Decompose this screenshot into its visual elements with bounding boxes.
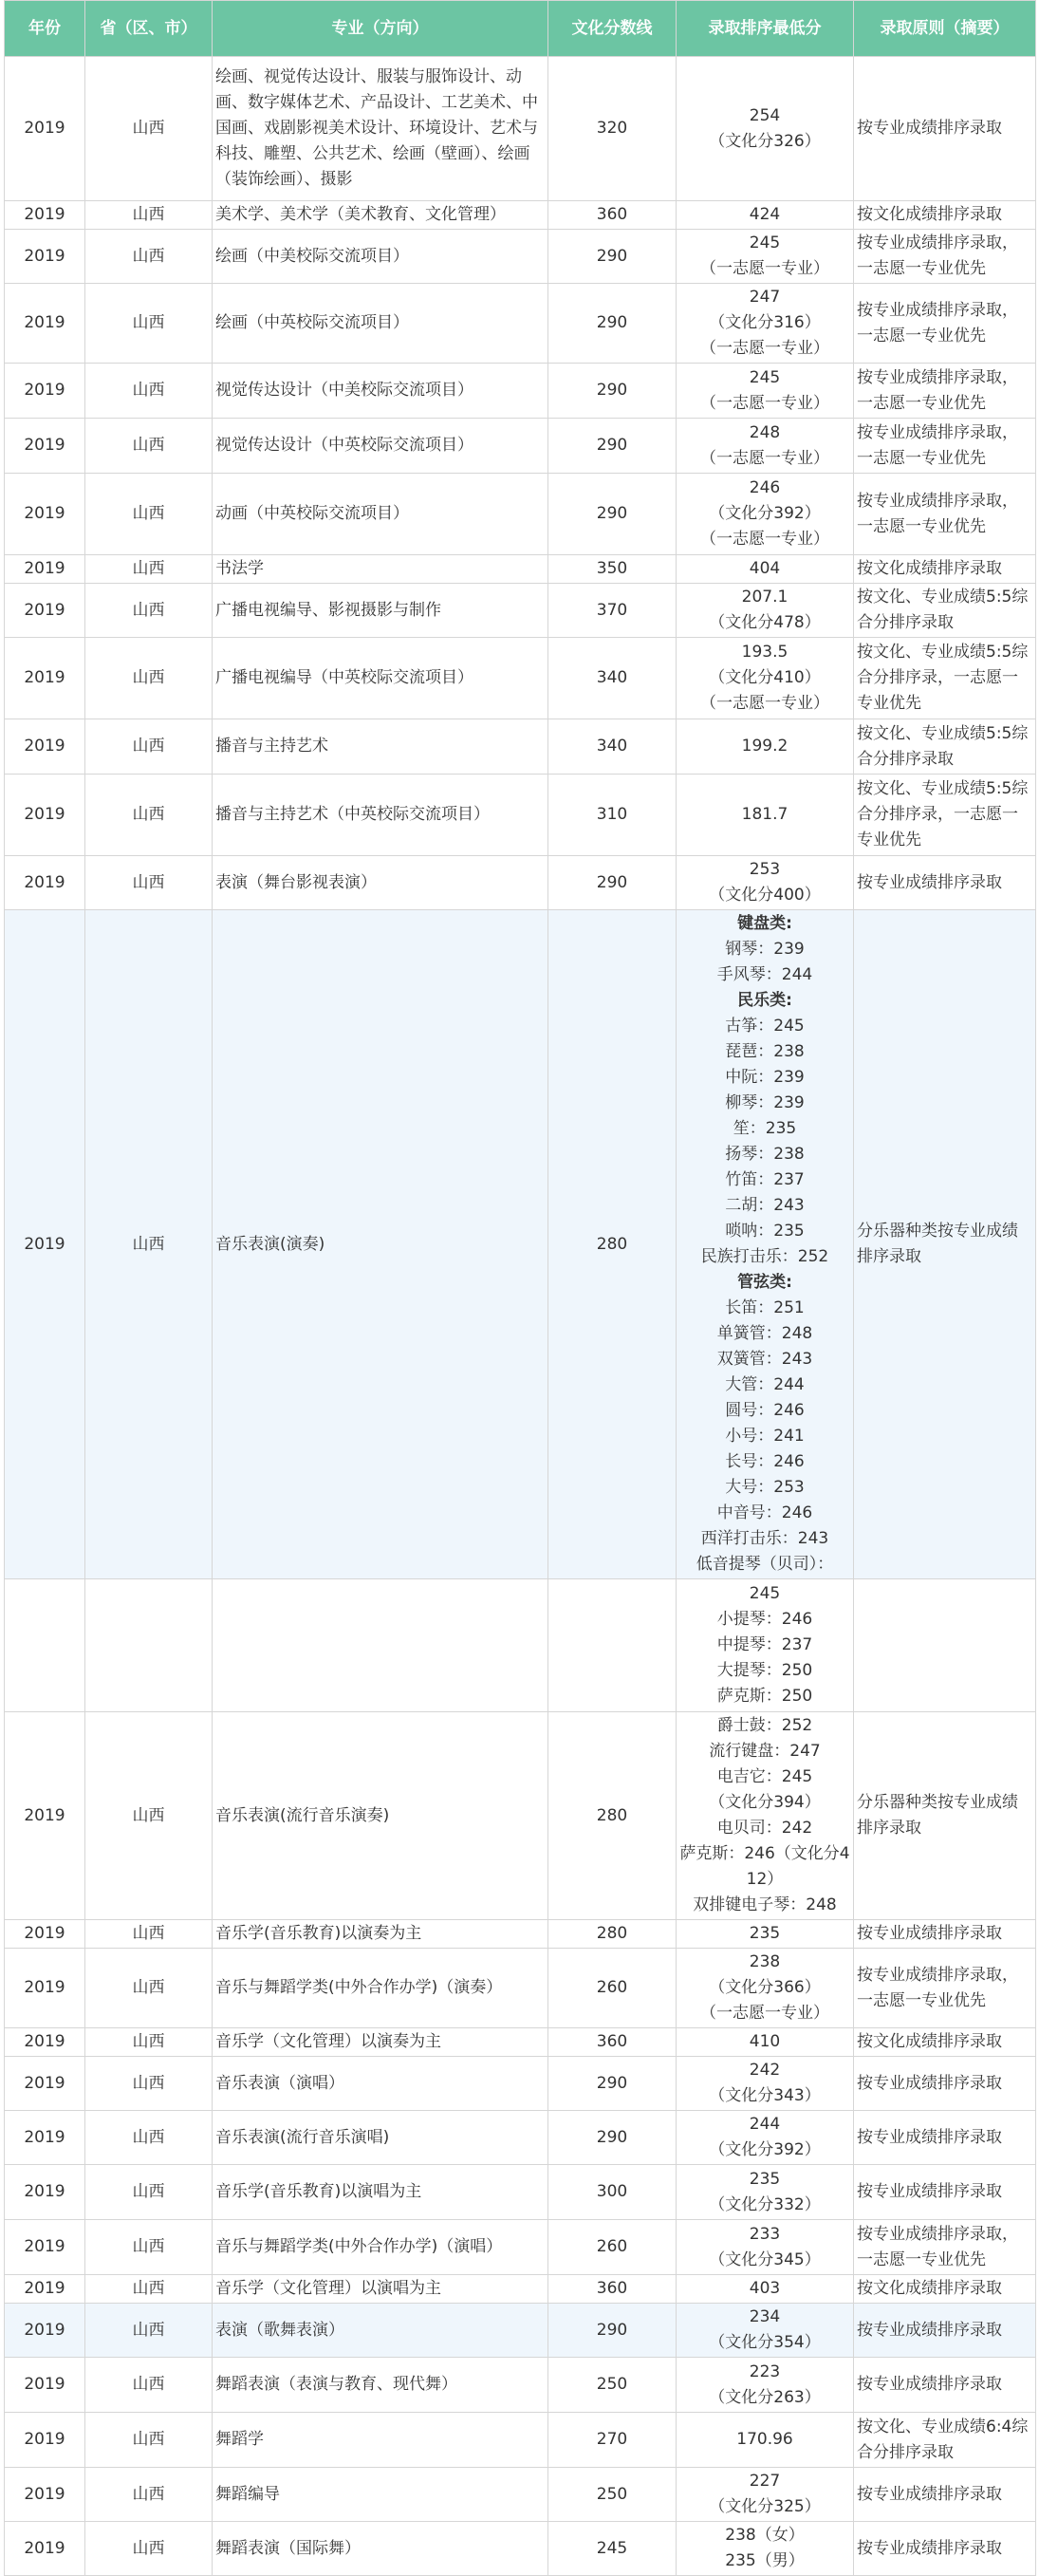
- min-score-cell: [677, 57, 854, 201]
- score-line: （文化分392）: [709, 2140, 821, 2159]
- cutoff-cell: 290: [548, 419, 677, 474]
- score-line: 170.96: [736, 2430, 793, 2449]
- year-cell: 2019: [5, 201, 85, 230]
- major-cell: 书法学: [213, 555, 548, 584]
- cutoff-cell: 245: [548, 2522, 677, 2576]
- table-row: [5, 555, 1036, 584]
- score-line: 大管：244: [725, 1375, 805, 1394]
- min-score-cell: [677, 2275, 854, 2304]
- rule-cell: 按文化、专业成绩5:5综合分排序录取: [854, 584, 1036, 638]
- min-score-cell: [677, 856, 854, 910]
- province-cell: 山西: [85, 856, 213, 910]
- rule-cell: [854, 1579, 1036, 1712]
- major-cell: 表演（舞台影视表演）: [213, 856, 548, 910]
- score-line: （文化分263）: [709, 2387, 821, 2407]
- score-line: 223: [749, 2361, 781, 2381]
- score-line: （文化分343）: [709, 2086, 821, 2105]
- score-line: 247: [749, 288, 781, 307]
- table-row: [5, 419, 1036, 474]
- score-line: 西洋打击乐：243: [700, 1529, 829, 1548]
- cutoff-cell: 310: [548, 775, 677, 856]
- min-score-cell: [677, 2111, 854, 2165]
- province-cell: 山西: [85, 910, 213, 1579]
- table-row: [5, 1712, 1036, 1920]
- score-line: （一志愿一专业）: [700, 259, 829, 278]
- year-cell: 2019: [5, 2358, 85, 2413]
- rule-cell: 按文化成绩排序录取: [854, 2275, 1036, 2304]
- score-line: 爵士鼓：252: [716, 1716, 813, 1735]
- rule-cell: 按专业成绩排序录取: [854, 1920, 1036, 1949]
- score-line: 民乐类:: [737, 991, 792, 1010]
- min-score-cell: [677, 1579, 854, 1712]
- score-line: （文化分478）: [709, 613, 821, 632]
- table-row: [5, 2413, 1036, 2468]
- year-cell: 2019: [5, 856, 85, 910]
- cutoff-cell: 260: [548, 2220, 677, 2275]
- year-cell: 2019: [5, 1712, 85, 1920]
- score-line: 227: [749, 2472, 781, 2491]
- rule-cell: 按专业成绩排序录取，一志愿一专业优先: [854, 364, 1036, 419]
- cutoff-cell: 290: [548, 2111, 677, 2165]
- province-cell: 山西: [85, 1712, 213, 1920]
- col-major-header: 专业（方向）: [213, 1, 548, 57]
- score-line: 圆号：246: [725, 1401, 805, 1420]
- score-line: （一志愿一专业）: [700, 694, 829, 713]
- major-cell: 音乐表演(流行音乐演奏): [213, 1712, 548, 1920]
- year-cell: 2019: [5, 775, 85, 856]
- major-cell: 表演（歌舞表演）: [213, 2304, 548, 2358]
- year-cell: 2019: [5, 584, 85, 638]
- table-row: [5, 2220, 1036, 2275]
- province-cell: 山西: [85, 1949, 213, 2028]
- min-score-cell: [677, 1949, 854, 2028]
- score-line: 扬琴：238: [725, 1145, 805, 1164]
- score-line: 238: [749, 1952, 781, 1971]
- min-score-cell: [677, 284, 854, 364]
- year-cell: 2019: [5, 2057, 85, 2111]
- province-cell: 山西: [85, 2522, 213, 2576]
- cutoff-cell: 300: [548, 2165, 677, 2220]
- rule-cell: 按专业成绩排序录取: [854, 2468, 1036, 2522]
- table-row: [5, 57, 1036, 201]
- col-province-header: 省（区、市）: [85, 1, 213, 57]
- province-cell: 山西: [85, 2413, 213, 2468]
- year-cell: 2019: [5, 1920, 85, 1949]
- province-cell: 山西: [85, 2220, 213, 2275]
- rule-cell: 分乐器种类按专业成绩排序录取: [854, 910, 1036, 1579]
- min-score-cell: [677, 775, 854, 856]
- rule-cell: 按专业成绩排序录取: [854, 2165, 1036, 2220]
- year-cell: 2019: [5, 284, 85, 364]
- rule-cell: 按专业成绩排序录取，一志愿一专业优先: [854, 474, 1036, 555]
- rule-cell: 分乐器种类按专业成绩排序录取: [854, 1712, 1036, 1920]
- cutoff-cell: 250: [548, 2358, 677, 2413]
- major-cell: [213, 1579, 548, 1712]
- min-score-cell: [677, 474, 854, 555]
- year-cell: 2019: [5, 2165, 85, 2220]
- cutoff-cell: 340: [548, 719, 677, 775]
- score-line: 235: [749, 2169, 781, 2189]
- score-line: 琵琶：238: [725, 1042, 805, 1061]
- year-cell: 2019: [5, 910, 85, 1579]
- rule-cell: 按文化成绩排序录取: [854, 555, 1036, 584]
- major-cell: 视觉传达设计（中英校际交流项目）: [213, 419, 548, 474]
- province-cell: 山西: [85, 419, 213, 474]
- year-cell: 2019: [5, 638, 85, 719]
- year-cell: 2019: [5, 2111, 85, 2165]
- rule-cell: 按专业成绩排序录取，一志愿一专业优先: [854, 2220, 1036, 2275]
- min-score-cell: [677, 364, 854, 419]
- score-line: 长笛：251: [725, 1298, 805, 1317]
- score-line: 小提琴：246: [716, 1610, 813, 1629]
- cutoff-cell: 250: [548, 2468, 677, 2522]
- score-line: 424: [749, 205, 781, 224]
- score-line: 244: [749, 2115, 781, 2134]
- admission-table: [4, 0, 1036, 2576]
- province-cell: 山西: [85, 719, 213, 775]
- major-cell: 音乐表演（演唱）: [213, 2057, 548, 2111]
- min-score-cell: [677, 230, 854, 284]
- score-line: （文化分316）: [709, 313, 821, 332]
- table-row: [5, 1920, 1036, 1949]
- score-line: （文化分345）: [709, 2249, 821, 2269]
- score-line: 207.1: [741, 588, 789, 607]
- score-line: 246: [749, 478, 781, 497]
- col-min-score-header: 录取排序最低分: [677, 1, 854, 57]
- province-cell: 山西: [85, 555, 213, 584]
- province-cell: 山西: [85, 2468, 213, 2522]
- province-cell: 山西: [85, 364, 213, 419]
- major-cell: 播音与主持艺术: [213, 719, 548, 775]
- major-cell: 舞蹈编导: [213, 2468, 548, 2522]
- min-score-cell: [677, 2165, 854, 2220]
- table-row: [5, 1579, 1036, 1712]
- score-line: （文化分332）: [709, 2194, 821, 2214]
- major-cell: 音乐表演(流行音乐演唱): [213, 2111, 548, 2165]
- year-cell: 2019: [5, 555, 85, 584]
- score-line: 245: [749, 233, 781, 252]
- score-line: （一志愿一专业）: [700, 393, 829, 413]
- cutoff-cell: 280: [548, 1712, 677, 1920]
- score-line: 二胡：243: [725, 1196, 805, 1215]
- score-line: 233: [749, 2224, 781, 2244]
- year-cell: 2019: [5, 1949, 85, 2028]
- rule-cell: 按文化、专业成绩6:4综合分排序录取: [854, 2413, 1036, 2468]
- cutoff-cell: 360: [548, 2028, 677, 2057]
- province-cell: 山西: [85, 2358, 213, 2413]
- score-line: 竹笛：237: [725, 1170, 805, 1189]
- province-cell: 山西: [85, 584, 213, 638]
- score-line: （一志愿一专业）: [700, 448, 829, 468]
- year-cell: [5, 1579, 85, 1712]
- rule-cell: 按文化成绩排序录取: [854, 201, 1036, 230]
- major-cell: 美术学、美术学（美术教育、文化管理）: [213, 201, 548, 230]
- score-line: 管弦类:: [737, 1273, 792, 1292]
- table-row: [5, 474, 1036, 555]
- score-line: 流行键盘：247: [709, 1742, 821, 1761]
- min-score-cell: [677, 2468, 854, 2522]
- year-cell: 2019: [5, 2028, 85, 2057]
- year-cell: 2019: [5, 2468, 85, 2522]
- min-score-cell: [677, 910, 854, 1579]
- rule-cell: 按专业成绩排序录取: [854, 2522, 1036, 2576]
- table-row: [5, 2028, 1036, 2057]
- score-line: 234: [749, 2307, 781, 2326]
- major-cell: 广播电视编导（中英校际交流项目）: [213, 638, 548, 719]
- rule-cell: 按专业成绩排序录取: [854, 2304, 1036, 2358]
- cutoff-cell: 290: [548, 474, 677, 555]
- table-row: [5, 201, 1036, 230]
- province-cell: 山西: [85, 2028, 213, 2057]
- score-line: 199.2: [741, 737, 789, 756]
- score-line: 笙：235: [733, 1119, 797, 1138]
- major-cell: 舞蹈表演（表演与教育、现代舞）: [213, 2358, 548, 2413]
- province-cell: 山西: [85, 284, 213, 364]
- min-score-cell: [677, 2358, 854, 2413]
- rule-cell: 按文化、专业成绩5:5综合分排序录，一志愿一专业优先: [854, 638, 1036, 719]
- min-score-cell: [677, 555, 854, 584]
- major-cell: 音乐学(音乐教育)以演奏为主: [213, 1920, 548, 1949]
- min-score-cell: [677, 2220, 854, 2275]
- year-cell: 2019: [5, 419, 85, 474]
- major-cell: 广播电视编导、影视摄影与制作: [213, 584, 548, 638]
- score-line: （一志愿一专业）: [700, 339, 829, 358]
- province-cell: [85, 1579, 213, 1712]
- score-line: （一志愿一专业）: [700, 530, 829, 549]
- score-line: 245: [749, 1584, 781, 1603]
- year-cell: 2019: [5, 2522, 85, 2576]
- cutoff-cell: 340: [548, 638, 677, 719]
- score-line: （文化分410）: [709, 668, 821, 687]
- rule-cell: 按专业成绩排序录取: [854, 2111, 1036, 2165]
- rule-cell: 按专业成绩排序录取，一志愿一专业优先: [854, 284, 1036, 364]
- score-line: （文化分366）: [709, 1978, 821, 1997]
- score-line: 柳琴：239: [725, 1093, 805, 1112]
- cutoff-cell: [548, 1579, 677, 1712]
- score-line: （文化分392）: [709, 504, 821, 523]
- province-cell: 山西: [85, 775, 213, 856]
- table-row: [5, 230, 1036, 284]
- score-line: 中提琴：237: [716, 1635, 813, 1654]
- year-cell: 2019: [5, 2220, 85, 2275]
- cutoff-cell: 280: [548, 910, 677, 1579]
- score-line: 键盘类:: [737, 914, 792, 933]
- rule-cell: 按专业成绩排序录取: [854, 856, 1036, 910]
- province-cell: 山西: [85, 2057, 213, 2111]
- cutoff-cell: 290: [548, 284, 677, 364]
- score-line: 235（男）: [725, 2551, 805, 2570]
- col-year-header: 年份: [5, 1, 85, 57]
- table-row: [5, 2522, 1036, 2576]
- cutoff-cell: 290: [548, 856, 677, 910]
- year-cell: 2019: [5, 2304, 85, 2358]
- rule-cell: 按文化、专业成绩5:5综合分排序录取: [854, 719, 1036, 775]
- min-score-cell: [677, 2028, 854, 2057]
- year-cell: 2019: [5, 364, 85, 419]
- score-line: 单簧管：248: [716, 1324, 813, 1343]
- year-cell: 2019: [5, 2413, 85, 2468]
- cutoff-cell: 290: [548, 2057, 677, 2111]
- province-cell: 山西: [85, 57, 213, 201]
- score-line: 242: [749, 2061, 781, 2080]
- min-score-cell: [677, 1920, 854, 1949]
- score-line: 长号：246: [725, 1452, 805, 1471]
- score-line: （一志愿一专业）: [700, 2004, 829, 2023]
- major-cell: 音乐与舞蹈学类(中外合作办学)（演奏）: [213, 1949, 548, 2028]
- major-cell: 视觉传达设计（中美校际交流项目）: [213, 364, 548, 419]
- province-cell: 山西: [85, 2165, 213, 2220]
- table-row: [5, 2111, 1036, 2165]
- score-line: 中阮：239: [725, 1068, 805, 1087]
- cutoff-cell: 360: [548, 2275, 677, 2304]
- score-line: 大提琴：250: [716, 1661, 813, 1680]
- score-line: 双簧管：243: [716, 1350, 813, 1369]
- score-line: 410: [749, 2032, 781, 2051]
- score-line: （文化分400）: [709, 886, 821, 905]
- table-row: [5, 2358, 1036, 2413]
- score-line: 低音提琴（贝司）：: [696, 1555, 834, 1574]
- rule-cell: 按专业成绩排序录取: [854, 2358, 1036, 2413]
- major-cell: 舞蹈表演（国际舞）: [213, 2522, 548, 2576]
- score-line: 萨克斯：250: [716, 1687, 813, 1706]
- table-row: [5, 2468, 1036, 2522]
- table-row: [5, 584, 1036, 638]
- cutoff-cell: 270: [548, 2413, 677, 2468]
- cutoff-cell: 290: [548, 2304, 677, 2358]
- score-line: 181.7: [741, 805, 789, 824]
- table-row: [5, 364, 1036, 419]
- col-rule-header: 录取原则（摘要）: [854, 1, 1036, 57]
- year-cell: 2019: [5, 719, 85, 775]
- table-row: [5, 775, 1036, 856]
- year-cell: 2019: [5, 230, 85, 284]
- score-line: 民族打击乐：252: [700, 1247, 829, 1266]
- table-header: [5, 1, 1036, 57]
- major-cell: 音乐与舞蹈学类(中外合作办学)（演唱）: [213, 2220, 548, 2275]
- table-row: [5, 284, 1036, 364]
- cutoff-cell: 290: [548, 230, 677, 284]
- major-cell: 音乐学（文化管理）以演唱为主: [213, 2275, 548, 2304]
- major-cell: 绘画（中英校际交流项目）: [213, 284, 548, 364]
- score-line: 钢琴：239: [725, 940, 805, 959]
- min-score-cell: [677, 2304, 854, 2358]
- score-line: 193.5: [741, 643, 789, 662]
- cutoff-cell: 260: [548, 1949, 677, 2028]
- score-line: 电吉它：245: [716, 1767, 813, 1786]
- score-line: 手风琴：244: [716, 965, 813, 984]
- year-cell: 2019: [5, 57, 85, 201]
- province-cell: 山西: [85, 2111, 213, 2165]
- score-line: 404: [749, 559, 781, 578]
- score-line: 245: [749, 367, 781, 387]
- table-row: [5, 638, 1036, 719]
- score-line: 萨克斯：246（文化分412）: [679, 1844, 850, 1889]
- major-cell: 播音与主持艺术（中英校际交流项目）: [213, 775, 548, 856]
- min-score-cell: [677, 201, 854, 230]
- province-cell: 山西: [85, 230, 213, 284]
- rule-cell: 按专业成绩排序录取，一志愿一专业优先: [854, 419, 1036, 474]
- min-score-cell: [677, 2413, 854, 2468]
- major-cell: 音乐表演(演奏): [213, 910, 548, 1579]
- province-cell: 山西: [85, 2304, 213, 2358]
- score-line: （文化分325）: [709, 2497, 821, 2516]
- province-cell: 山西: [85, 638, 213, 719]
- score-line: 电贝司：242: [716, 1819, 813, 1838]
- min-score-cell: [677, 719, 854, 775]
- score-line: 大号：253: [725, 1478, 805, 1497]
- min-score-cell: [677, 2522, 854, 2576]
- rule-cell: 按专业成绩排序录取: [854, 2057, 1036, 2111]
- cutoff-cell: 290: [548, 364, 677, 419]
- score-line: （文化分326）: [709, 131, 821, 151]
- major-cell: 绘画、视觉传达设计、服装与服饰设计、动画、数字媒体艺术、产品设计、工艺美术、中国画、戏剧影视美术设计、环境设计、艺术与科技、雕塑、公共艺术、绘画（壁画）、绘画（装饰绘画）、摄影: [213, 57, 548, 201]
- rule-cell: 按文化成绩排序录取: [854, 2028, 1036, 2057]
- major-cell: 舞蹈学: [213, 2413, 548, 2468]
- score-line: 唢呐：235: [725, 1222, 805, 1241]
- col-cutoff-header: 文化分数线: [548, 1, 677, 57]
- table-row: [5, 2165, 1036, 2220]
- rule-cell: 按专业成绩排序录取，一志愿一专业优先: [854, 1949, 1036, 2028]
- score-line: 253: [749, 860, 781, 879]
- cutoff-cell: 370: [548, 584, 677, 638]
- major-cell: 音乐学(音乐教育)以演唱为主: [213, 2165, 548, 2220]
- table-row: [5, 2057, 1036, 2111]
- rule-cell: 按专业成绩排序录取，一志愿一专业优先: [854, 230, 1036, 284]
- table-row: [5, 2304, 1036, 2358]
- cutoff-cell: 360: [548, 201, 677, 230]
- province-cell: 山西: [85, 201, 213, 230]
- province-cell: 山西: [85, 2275, 213, 2304]
- cutoff-cell: 350: [548, 555, 677, 584]
- score-line: 古筝：245: [725, 1017, 805, 1036]
- table-row: [5, 910, 1036, 1579]
- table-body: [5, 57, 1036, 2576]
- min-score-cell: [677, 584, 854, 638]
- score-line: 235: [749, 1924, 781, 1943]
- rule-cell: 按专业成绩排序录取: [854, 57, 1036, 201]
- score-line: 中音号：246: [716, 1503, 813, 1522]
- header-row: [5, 1, 1036, 57]
- rule-cell: 按文化、专业成绩5:5综合分排序录，一志愿一专业优先: [854, 775, 1036, 856]
- min-score-cell: [677, 638, 854, 719]
- score-line: 254: [749, 105, 781, 125]
- cutoff-cell: 280: [548, 1920, 677, 1949]
- table-row: [5, 719, 1036, 775]
- cutoff-cell: 320: [548, 57, 677, 201]
- year-cell: 2019: [5, 474, 85, 555]
- major-cell: 音乐学（文化管理）以演奏为主: [213, 2028, 548, 2057]
- province-cell: 山西: [85, 474, 213, 555]
- score-line: 238（女）: [725, 2526, 805, 2545]
- min-score-cell: [677, 2057, 854, 2111]
- min-score-cell: [677, 419, 854, 474]
- min-score-cell: [677, 1712, 854, 1920]
- year-cell: 2019: [5, 2275, 85, 2304]
- province-cell: 山西: [85, 1920, 213, 1949]
- major-cell: 绘画（中美校际交流项目）: [213, 230, 548, 284]
- table-row: [5, 2275, 1036, 2304]
- score-line: 小号：241: [725, 1427, 805, 1446]
- score-line: （文化分394）: [709, 1793, 821, 1812]
- major-cell: 动画（中英校际交流项目）: [213, 474, 548, 555]
- table-row: [5, 1949, 1036, 2028]
- score-line: 403: [749, 2279, 781, 2298]
- score-line: （文化分354）: [709, 2333, 821, 2352]
- score-line: 248: [749, 422, 781, 442]
- score-line: 双排键电子琴：248: [693, 1895, 837, 1914]
- table-row: [5, 856, 1036, 910]
